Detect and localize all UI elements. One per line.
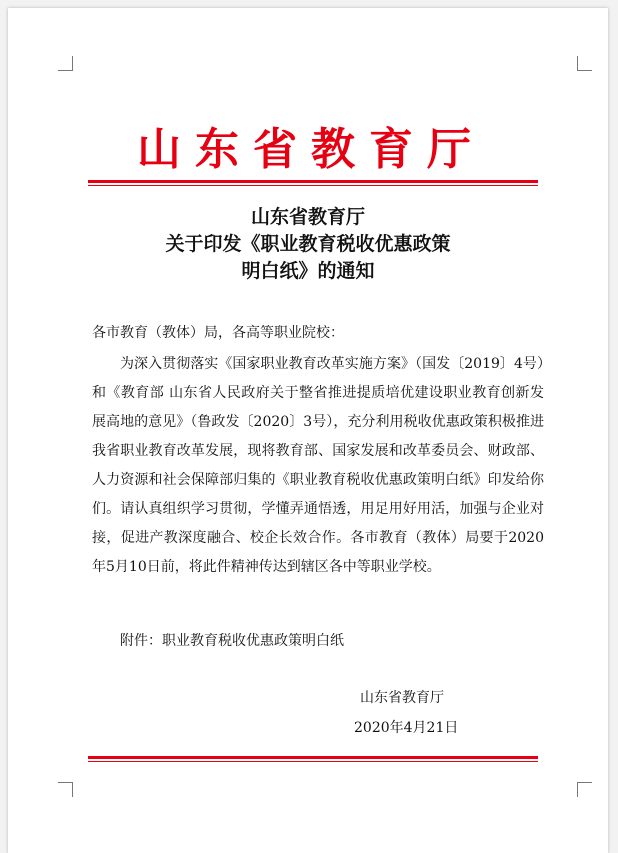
- masthead-divider: [88, 180, 538, 186]
- attachment-line: 附件：职业教育税收优惠政策明白纸: [120, 633, 344, 649]
- document-page: [8, 8, 608, 853]
- title-line-3: 明白纸》的通知: [241, 260, 375, 282]
- issue-date: 2020年4月21日: [354, 720, 459, 736]
- crop-mark-top-left: [58, 56, 73, 71]
- salutation: 各市教育（教体）局，各高等职业院校：: [92, 325, 344, 341]
- title-line-1: 山东省教育厅: [250, 206, 365, 228]
- crop-mark-top-right: [577, 56, 592, 71]
- footer-divider: [88, 756, 538, 762]
- crop-mark-bottom-left: [58, 782, 73, 797]
- issuer-signature: 山东省教育厅: [360, 690, 444, 706]
- document-title: [8, 204, 608, 285]
- masthead-red-header: 山东省教育厅: [137, 124, 485, 175]
- crop-mark-bottom-right: [577, 782, 592, 797]
- title-line-2: 关于印发《职业教育税收优惠政策: [165, 233, 451, 255]
- body-paragraph: 为深入贯彻落实《国家职业教育改革实施方案》（国发〔2019〕4号）和《教育部 山东省人民政府关于整省推进提质培优建设职业教育创新发展高地的意见》（鲁政发〔2020〕3号），充分利用税收优惠政策积极推进我省职业教育改革发展，现将教育部、国家发展和改革委员会、财政部、人力资源和社会保障部归集的《职业教育税收优惠政策明白纸》印发给你们。请认真组织学习贯彻，学懂弄通悟透，用足用好用活，加强与企业对接，促进产教深度融合、校企长效合作。各市教育（教体）局要于2020年5月10日前，将此件精神传达到辖区各中等职业学校。: [92, 356, 544, 575]
